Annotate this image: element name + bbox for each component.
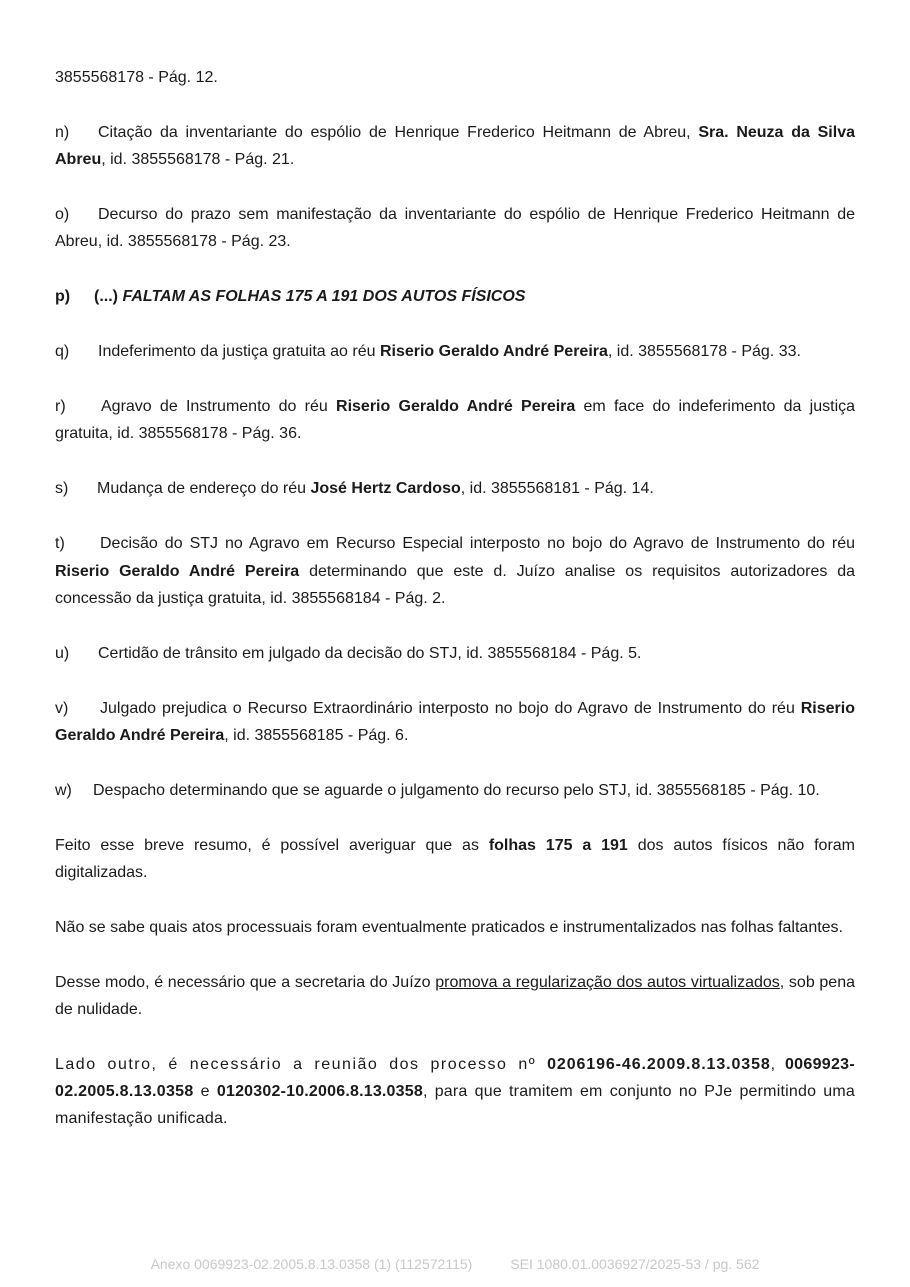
footer-attachment-ref: Anexo 0069923-02.2005.8.13.0358 (1) (112572115): [150, 1256, 473, 1272]
item-bold-name: Riserio Geraldo André Pereira: [55, 699, 855, 744]
item-label: n): [55, 124, 70, 141]
item-text-ref: determinando que este d. Juízo analise os requisitos autorizadores da concessão da justiça gratuita, id. 3855568184 - Pág. 2.: [55, 562, 856, 607]
item-text-ref: , id. 3855568181 - Pág. 14.: [460, 480, 654, 497]
document-body: [55, 64, 855, 1132]
process-number-3: 0120302-10.2006.8.13.0358: [216, 1082, 423, 1100]
item-text-ref: em face do indeferimento da justiça gratuita, id. 3855568178 - Pág. 36.: [55, 398, 856, 442]
item-text: Agravo de Instrumento do réu: [101, 398, 337, 415]
continuation-line: [55, 64, 855, 91]
item-text-ref: , id. 3855568178 - Pág. 21.: [101, 151, 295, 168]
regularization-paragraph: [55, 969, 855, 1023]
list-item-p: [55, 283, 855, 310]
list-item-o: [55, 201, 855, 255]
page-footer: [0, 1256, 910, 1272]
paragraph-text: Feito esse breve resumo, é possível averiguar que as: [55, 836, 489, 854]
paragraph-text: , sob pena de nulidade.: [55, 973, 856, 1018]
item-label: r): [55, 398, 66, 415]
list-item-q: [55, 338, 855, 365]
item-text: Despacho determinando que se aguarde o julgamento do recurso pelo STJ, id. 3855568185 - Pág. 10.: [93, 781, 820, 799]
process-number-2: 0069923-02.2005.8.13.0358: [55, 1055, 856, 1100]
unknown-acts-paragraph: [55, 914, 855, 941]
list-item-r: [55, 393, 855, 447]
item-text: Certidão de trânsito em julgado da decisão do STJ, id. 3855568184 - Pág. 5.: [98, 644, 642, 662]
list-item-w: [55, 777, 855, 804]
item-text-ref: , id. 3855568178 - Pág. 33.: [607, 343, 801, 360]
item-label: p): [55, 288, 71, 305]
underlined-request: promova a regularização dos autos virtualizados: [435, 973, 780, 991]
paragraph-text: Desse modo, é necessário que a secretaria do Juízo: [55, 973, 436, 991]
item-text: Decisão do STJ no Agravo em Recurso Especial interposto no bojo do Agravo de Instrumento do réu: [100, 535, 855, 552]
item-bold-name: Riserio Geraldo André Pereira: [55, 562, 300, 580]
item-text: Julgado prejudica o Recurso Extraordinário interposto no bojo do Agravo de Instrumento do réu: [100, 699, 801, 717]
paragraph-text: dos autos físicos não foram digitalizadas.: [55, 836, 856, 881]
item-text: Decurso do prazo sem manifestação da inventariante do espólio de Henrique Frederico Heitmann de Abreu, id. 3855568178 - Pág. 23.: [55, 206, 855, 250]
joinder-paragraph: [55, 1051, 855, 1132]
separator: e: [193, 1082, 217, 1100]
item-text-ref: , id. 3855568185 - Pág. 6.: [224, 726, 409, 744]
separator: ,: [770, 1055, 785, 1073]
paragraph-text: Não se sabe quais atos processuais foram eventualmente praticados e instrumentalizados nas folhas faltantes.: [55, 918, 843, 936]
item-bold-name: Riserio Geraldo André Pereira: [379, 343, 608, 360]
missing-pages-notice: FALTAM AS FOLHAS 175 A 191 DOS AUTOS FÍSICOS: [122, 288, 526, 305]
list-item-t: [55, 530, 855, 613]
item-label: u): [55, 644, 70, 662]
item-label: o): [55, 206, 70, 223]
list-item-v: [55, 695, 855, 749]
paragraph-text: , para que tramitem em conjunto no PJe permitindo uma manifestação unificada.: [55, 1082, 855, 1127]
item-label: t): [55, 535, 65, 552]
continuation-text: 3855568178 - Pág. 12.: [55, 69, 218, 86]
process-number-1: 0206196-46.2009.8.13.0358: [547, 1055, 771, 1073]
item-label: s): [55, 480, 69, 497]
list-item-s: [55, 475, 855, 502]
list-item-u: [55, 640, 855, 667]
item-text: Citação da inventariante do espólio de Henrique Frederico Heitmann de Abreu,: [98, 124, 699, 141]
paragraph-text: Lado outro, é necessário a reunião dos processo nº: [55, 1055, 548, 1073]
item-label: w): [55, 781, 72, 799]
item-text: (...): [94, 288, 123, 305]
list-item-n: [55, 119, 855, 173]
missing-pages-range: folhas 175 a 191: [488, 836, 628, 854]
footer-sei-ref: SEI 1080.01.0036927/2025-53 / pg. 562: [510, 1256, 760, 1272]
item-bold-name: Sra. Neuza da Silva Abreu: [55, 124, 855, 168]
item-text: Indeferimento da justiça gratuita ao réu: [98, 343, 380, 360]
item-label: v): [55, 699, 69, 717]
item-bold-name: José Hertz Cardoso: [310, 480, 461, 497]
item-bold-name: Riserio Geraldo André Pereira: [336, 398, 576, 415]
item-text: Mudança de endereço do réu: [97, 480, 311, 497]
summary-paragraph: [55, 832, 855, 886]
item-label: q): [55, 343, 70, 360]
